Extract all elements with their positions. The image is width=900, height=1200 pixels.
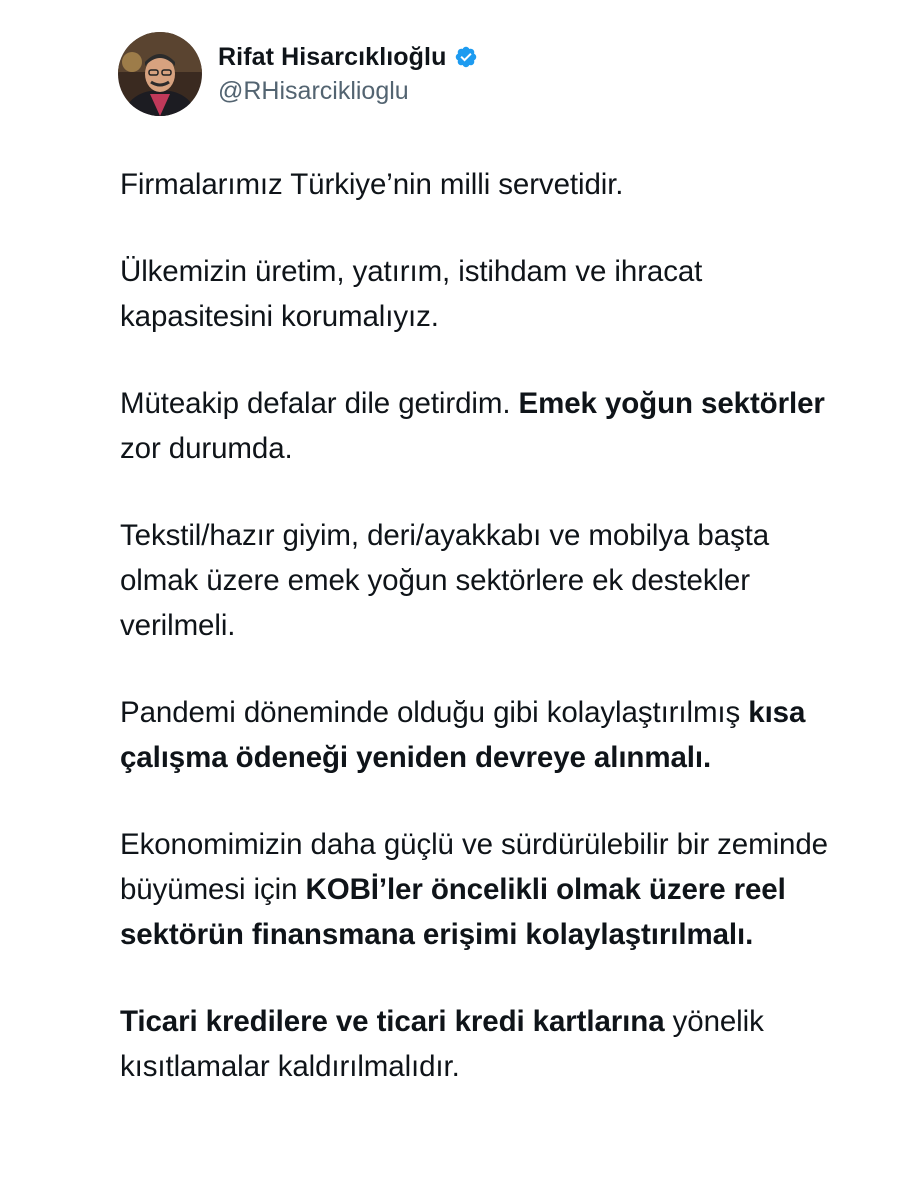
- paragraph-4: [120, 513, 850, 648]
- paragraph-5: [120, 690, 850, 780]
- bold-text: Ticari kredilere ve ticari kredi kartlarına: [120, 1005, 665, 1038]
- text: Pandemi döneminde olduğu gibi kolaylaştırılmış: [120, 696, 749, 729]
- paragraph-6: [120, 822, 850, 957]
- text: Firmalarımız Türkiye’nin milli servetidir.: [120, 168, 624, 201]
- bold-text: Emek yoğun sektörler: [518, 387, 825, 420]
- tweet-header: [118, 30, 478, 118]
- paragraph-7: [120, 999, 850, 1089]
- text: Ülkemizin üretim, yatırım, istihdam ve ihracat kapasitesini korumalıyız.: [120, 255, 703, 333]
- text: Müteakip defalar dile getirdim.: [120, 387, 519, 420]
- author-names: [218, 41, 478, 107]
- text: yönelik kısıtlamalar kaldırılmalıdır.: [120, 1005, 764, 1083]
- verified-badge-icon: [454, 45, 478, 69]
- avatar-photo: [118, 32, 202, 116]
- text: Tekstil/hazır giyim, deri/ayakkabı ve mobilya başta olmak üzere emek yoğun sektörlere ek destekler verilmeli.: [120, 519, 770, 642]
- avatar[interactable]: [118, 32, 202, 116]
- paragraph-3: [120, 381, 850, 471]
- tweet-text: [120, 162, 850, 1089]
- display-name[interactable]: Rifat Hisarcıklıoğlu: [218, 43, 447, 71]
- text: zor durumda.: [120, 432, 293, 465]
- handle[interactable]: @RHisarciklioglu: [218, 77, 409, 105]
- name-row: [218, 41, 478, 73]
- paragraph-2: [120, 249, 850, 339]
- text: Ekonomimizin daha güçlü ve sürdürülebilir bir zeminde büyümesi için: [120, 828, 828, 906]
- bold-text: kısa çalışma ödeneği yeniden devreye alınmalı.: [120, 696, 806, 774]
- bold-text: KOBİ’ler öncelikli olmak üzere reel sektörün finansmana erişimi kolaylaştırılmalı.: [120, 873, 786, 951]
- paragraph-1: [120, 162, 850, 207]
